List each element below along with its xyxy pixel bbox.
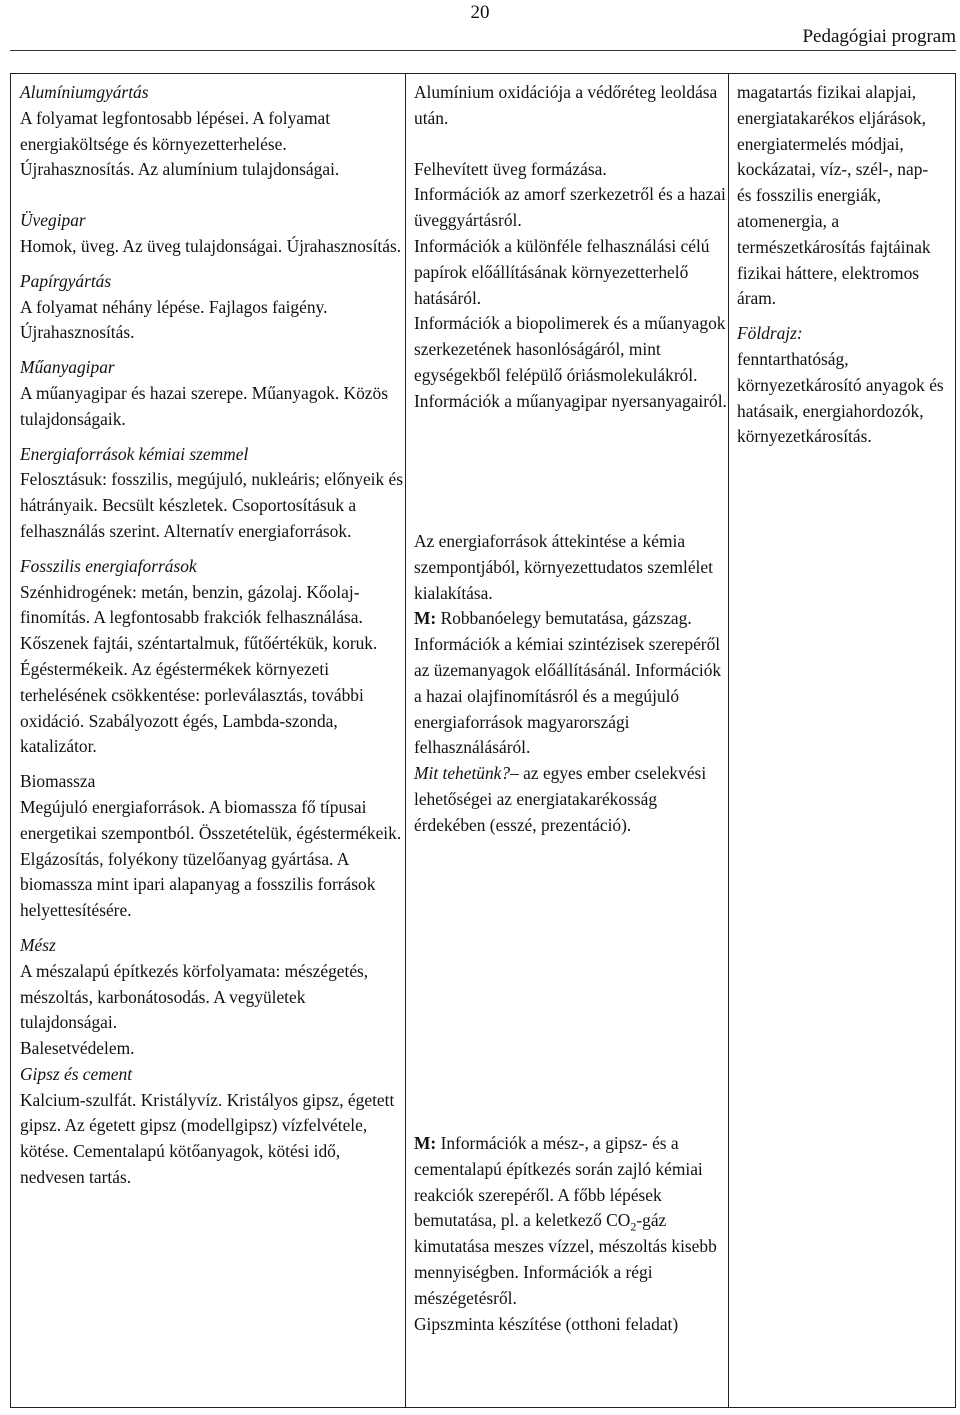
activity-essay [414,761,728,838]
biomass-heading: Biomassza [20,771,96,792]
activity-energy-demo [414,606,728,761]
gypsum-heading: Gipsz és cement [20,1063,133,1084]
column-divider [728,74,729,1407]
fossil-text: Szénhidrogének: metán, benzin, gázolaj. Kőolaj-finomítás. A legfontosabb frakciók felhasználása. Kőszenek fajtái, széntartalmuk, fűtőértékük, koruk. Égéstermékeik. Az égéstermékek környezeti terhelésének csökkentése: porleválasztás, további oxidáció. Szabályozott égés, Lambda-szonda, katalizátor. [20,581,378,757]
paper-heading: Papírgyártás [20,270,112,291]
plastic-text: A műanyagipar és hazai szerepe. Műanyagok. Közös tulajdonságaik. [20,382,388,429]
geography-heading: Földrajz: [737,323,803,344]
demo-label: M: [414,1133,437,1153]
plastic-heading: Műanyagipar [20,357,115,378]
building-text-b: -gáz kimutatása meszes vízzel, mészoltás kisebb mennyiségben. Információk a régi mészégetésről. [414,1210,717,1308]
activities-block-energy [414,529,728,839]
physics-connection-text: magatartás fizikai alapjai, energiatakarékos eljárások, energiatermelés módjai, kockázatai, víz-, szél-, nap- és fosszilis energiák, atomenergia, a természetkárosítás fajtáinak fizikai háttere, elektromos áram. [737,82,931,309]
activity-glass-forming: Felhevített üveg formázása. [414,158,607,179]
co2-subscript: 2 [630,1219,637,1234]
activities-block-building [414,1131,728,1337]
activity-aluminium-oxidation: Alumínium oxidációja a védőréteg leoldása után. [414,82,718,128]
activity-energy-overview: Az energiaforrások áttekintése a kémia szempontjából, környezettudatos szemlélet kialakítása. [414,531,713,603]
aluminium-heading: Alumíniumgyártás [20,82,149,102]
aluminium-text: A folyamat legfontosabb lépései. A folyamat energiaköltsége és környezetterhelése. Újrahasznosítás. Az alumínium tulajdonságai. [20,107,340,180]
activity-paper-info: Információk a különféle felhasználási célú papírok előállításának környezetterhelő hatásáról. [414,235,710,308]
glass-text: Homok, üveg. Az üveg tulajdonságai. Újrahasznosítás. [20,235,402,256]
fossil-heading: Fosszilis energiaforrások [20,555,197,576]
paper-text: A folyamat néhány lépése. Fajlagos faigény. Újrahasznosítás. [20,296,328,343]
activity-biopolymer-info: Információk a biopolimerek és a műanyagok szerkezetének hasonlóságáról, mint egységekből felépülő óriásmolekulákról. [414,313,726,385]
energy-heading: Energiaforrások kémiai szemmel [20,443,249,464]
demo-label: M: [414,608,437,629]
curriculum-table [10,73,956,1408]
activity-glass-info: Információk az amorf szerkezetről és a hazai üveggyártásról. [414,184,726,231]
energy-text: Felosztásuk: fosszilis, megújuló, nukleáris; előnyeik és hátrányaik. Becsült készletek. Csoportosításuk a felhasználás szerint. Alternatív energiaforrások. [20,469,404,541]
biomass-text: Megújuló energiaforrások. A biomassza fő típusai energetikai szempontból. Összetételük, égéstermékeik. Elgázosítás, folyékony tüzelőanyag gyártása. A biomassza mint ipari alapanyag a fosszilis források helyettesítésére. [20,796,402,921]
document-title: Pedagógiai program [802,26,956,47]
activity-building-demo [414,1131,728,1312]
lime-text: A mészalapú építkezés körfolyamata: mészégetés, mészoltás, karbonátosodás. A vegyületek tulajdonságai. [20,960,369,1033]
topics-column [20,80,405,1191]
essay-question: Mit tehetünk? [414,763,511,784]
activities-block-materials [414,80,728,415]
connections-column [737,80,947,450]
activities-column [414,80,728,1400]
activity-gypsum-homework: Gipszminta készítése (otthoni feladat) [414,1313,679,1334]
glass-heading: Üvegipar [20,210,86,231]
lime-safety-text: Balesetvédelem. [20,1038,135,1059]
column-divider [405,74,406,1407]
demo-text: Robbanóelegy bemutatása, gázszag. Információk a kémiai szintézisek szerepéről az üzemanyagok előállításánál. Információk a hazai olajfinomításról és a megújuló energiaforrások magyarországi felhasználásáról. [414,608,722,758]
header-divider [10,50,956,51]
activity-plastic-info: Információk a műanyagipar nyersanyagairól. [414,390,727,411]
building-text-a: Információk a mész-, a gipsz- és a cementalapú építkezés során zajló kémiai reakciók szerepéről. A főbb lépések bemutatása, pl. a keletkező CO [414,1133,703,1231]
geography-connection-text: fenntarthatóság, környezetkárosító anyagok és hatásaik, energiahordozók, környezetkárosítás. [737,348,944,447]
essay-text: – az egyes ember cselekvési lehetőségei az energiatakarékosság érdekében (esszé, prezentáció). [414,763,707,835]
page-number: 20 [470,2,490,23]
lime-heading: Mész [20,934,56,955]
gypsum-text: Kalcium-szulfát. Kristályvíz. Kristályos gipsz, égetett gipsz. Az égetett gipsz (modellgipsz) vízfelvétele, kötése. Cementalapú kötőanyagok, kötési idő, nedvesen tartás. [20,1089,395,1188]
